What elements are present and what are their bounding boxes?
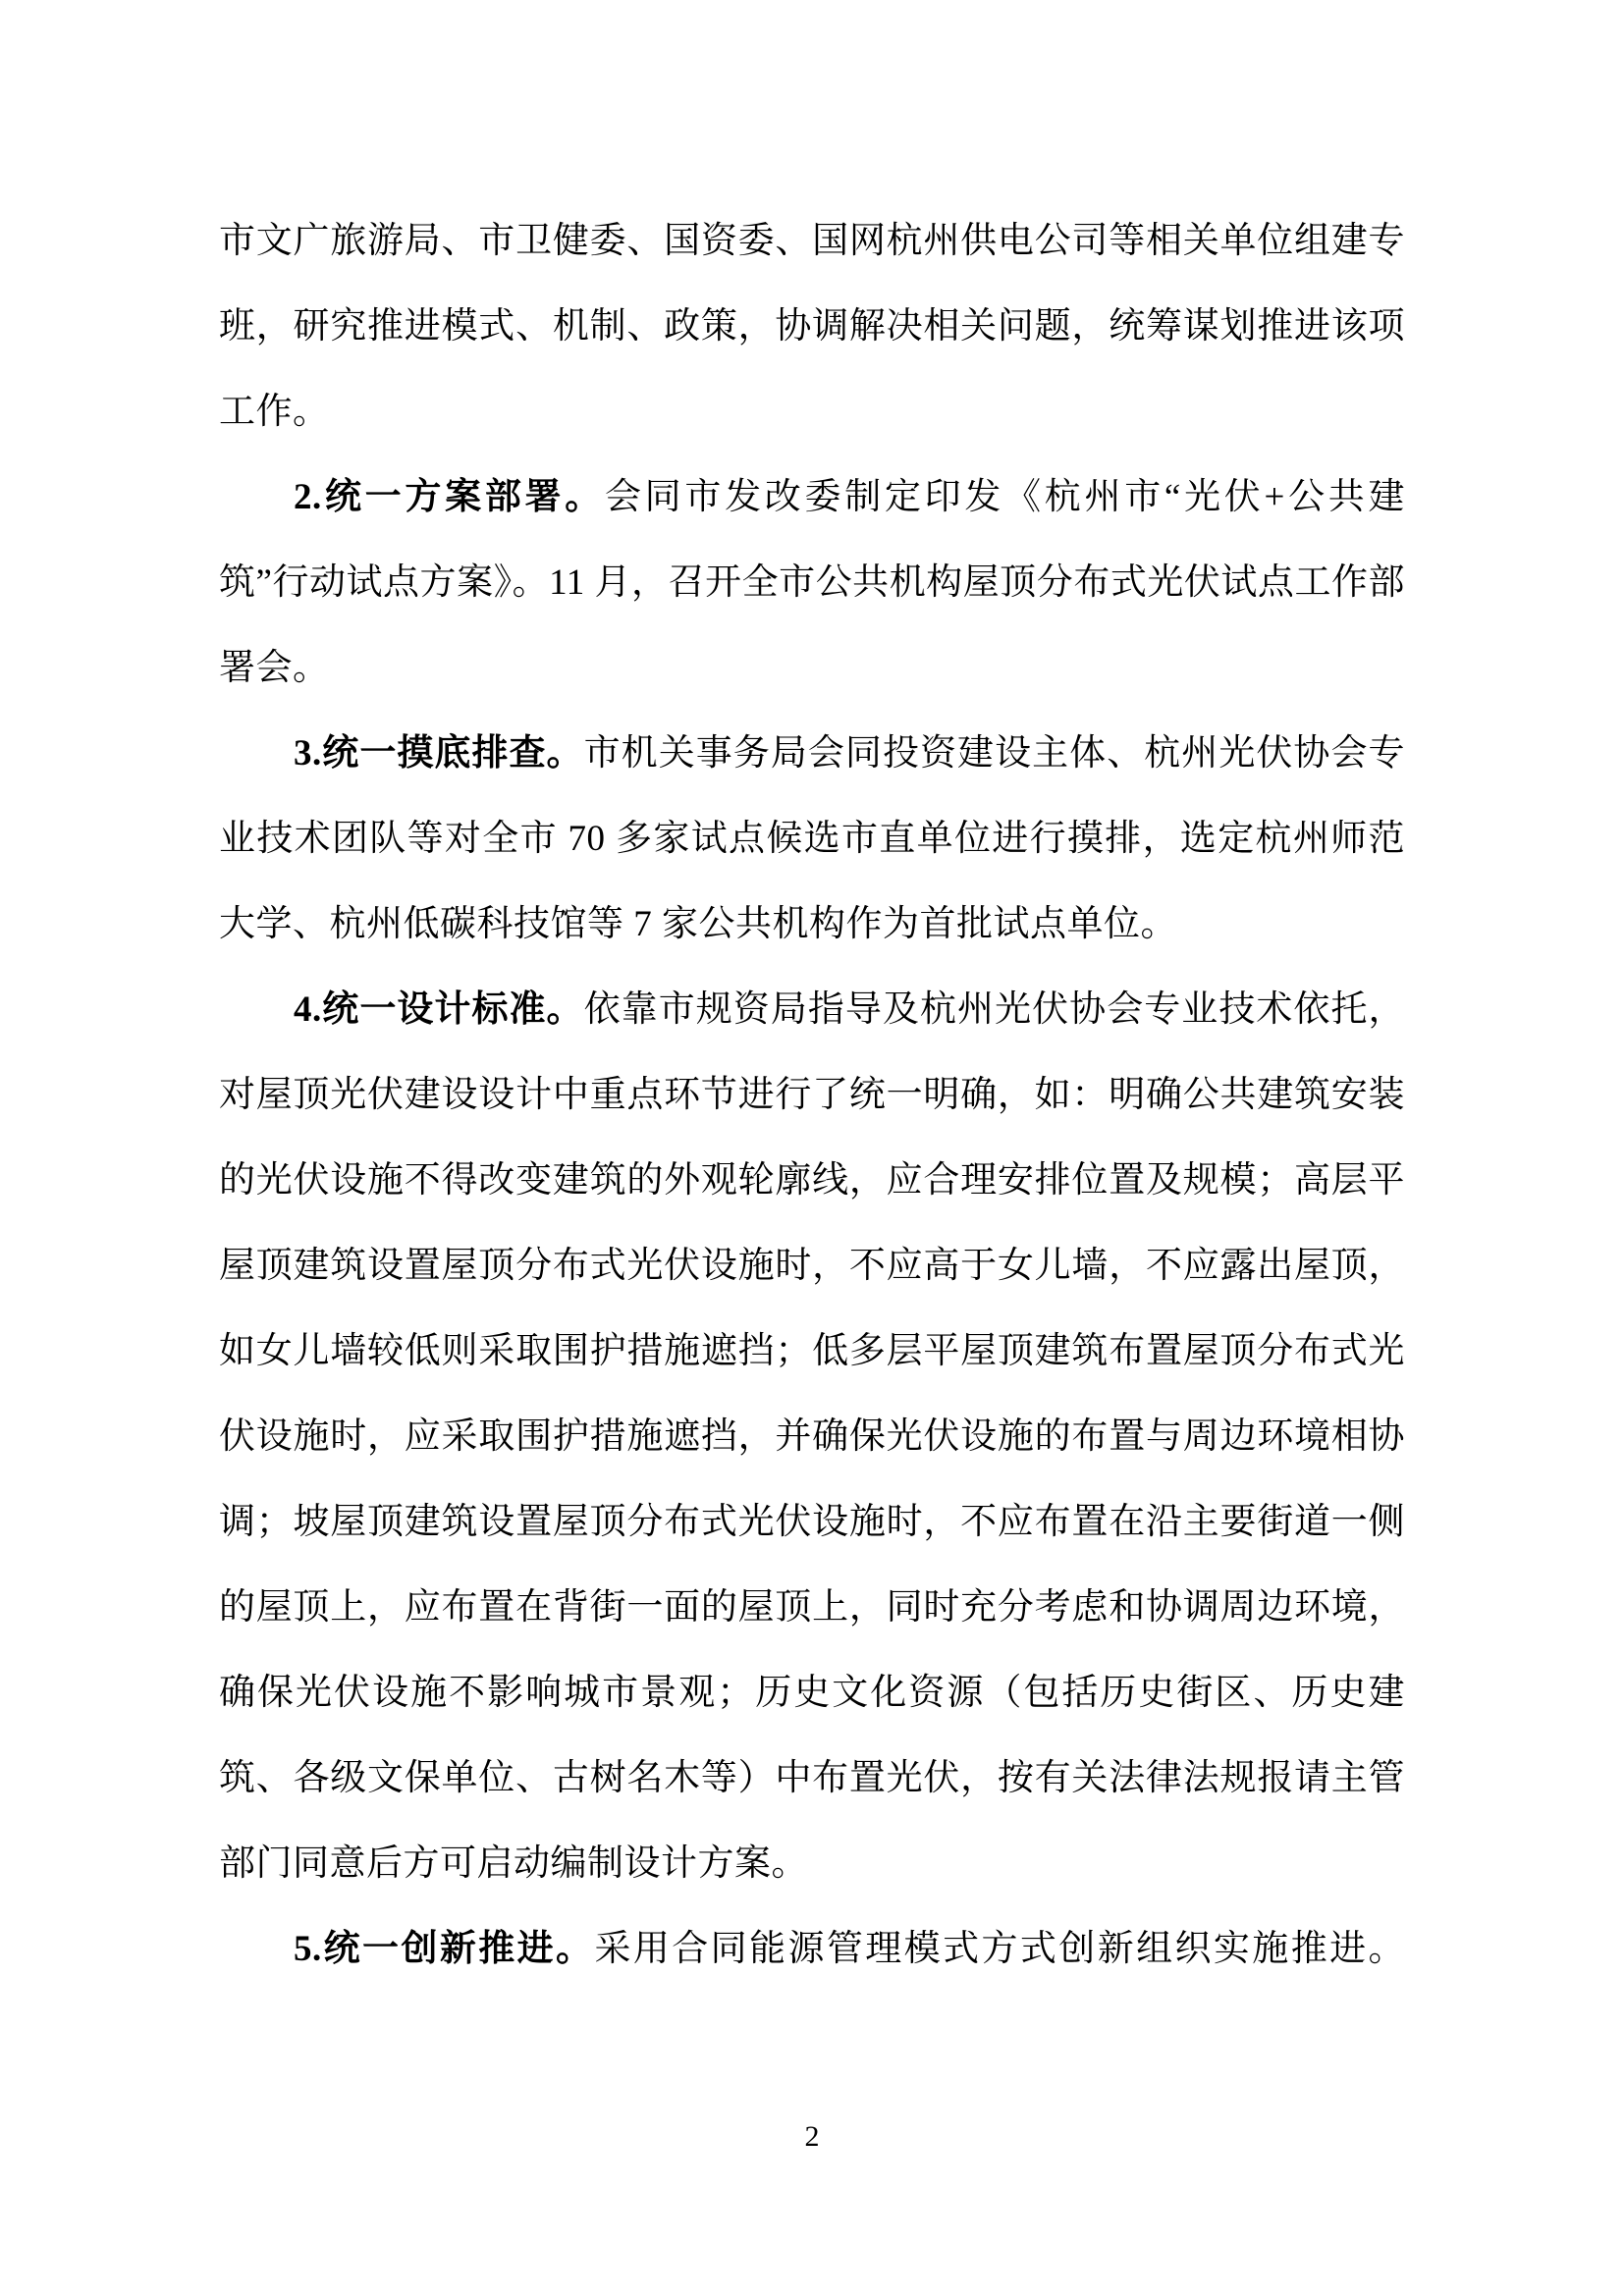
page-number: 2 xyxy=(804,2120,820,2153)
text-run: 采用合同能源管理模式方式创新组织实施推进。 xyxy=(594,1929,1406,1969)
paragraph xyxy=(219,967,1405,1906)
document-body xyxy=(219,198,1405,1992)
text-run-bold: 3.统一摸底排查。 xyxy=(294,733,584,774)
text-run: 市文广旅游局、市卫健委、国资委、国网杭州供电公司等相关单位组建专班，研究推进模式、机制、政策，协调解决相关问题，统筹谋划推进该项工作。 xyxy=(219,221,1405,432)
text-run-bold: 4.统一设计标准。 xyxy=(294,989,584,1030)
paragraph xyxy=(219,198,1405,454)
paragraph xyxy=(219,1906,1405,1992)
text-run-bold: 5.统一创新推进。 xyxy=(294,1929,595,1969)
paragraph xyxy=(219,711,1405,967)
text-run-bold: 2.统一方案部署。 xyxy=(294,477,605,517)
text-run: 依靠市规资局指导及杭州光伏协会专业技术依托，对屋顶光伏建设设计中重点环节进行了统一明确，如：明确公共建筑安装的光伏设施不得改变建筑的外观轮廓线，应合理安排位置及规模；高层平屋顶建筑设置屋顶分布式光伏设施时，不应高于女儿墙，不应露出屋顶，如女儿墙较低则采取围护措施遮挡；低多层平屋顶建筑布置屋顶分布式光伏设施时，应采取围护措施遮挡，并确保光伏设施的布置与周边环境相协调；坡屋顶建筑设置屋顶分布式光伏设施时，不应布置在沿主要街道一侧的屋顶上，应布置在背街一面的屋顶上，同时充分考虑和协调周边环境，确保光伏设施不影响城市景观；历史文化资源（包括历史街区、历史建筑、各级文保单位、古树名木等）中布置光伏，按有关法律法规报请主管部门同意后方可启动编制设计方案。 xyxy=(219,989,1406,1884)
text-run: 会同市发改委制定印发《杭州市“光伏+公共建筑”行动试点方案》。11 月，召开全市公共机构屋顶分布式光伏试点工作部署会。 xyxy=(219,477,1405,688)
text-run: 市机关事务局会同投资建设主体、杭州光伏协会专业技术团队等对全市 70 多家试点候选市直单位进行摸排，选定杭州师范大学、杭州低碳科技馆等 7 家公共机构作为首批试点单位。 xyxy=(219,733,1406,944)
paragraph xyxy=(219,454,1405,711)
